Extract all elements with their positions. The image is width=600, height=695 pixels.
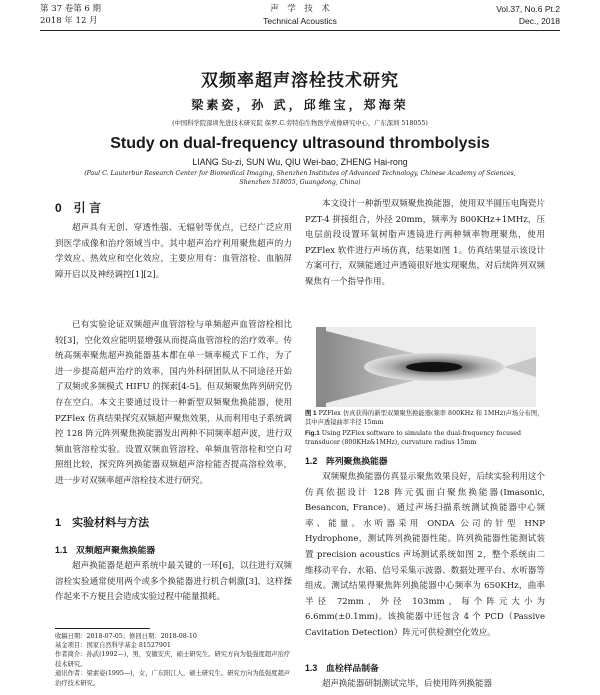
footnote-received: 收稿日期：2018-07-05；修回日期：2018-08-10 — [55, 633, 197, 640]
english-title: Study on dual-frequency ultrasound thrombolysis — [110, 135, 490, 152]
paper-title: 双频率超声溶栓技术研究 — [201, 71, 399, 91]
section-1-3-paragraph: 超声换能器研制测试完毕，后使用阵列换能器 — [322, 679, 493, 689]
figure-1-caption-cn-text: PZFlex 仿真获得的新型双频聚焦换能器(频率 800KHz 和 1MHz)声场分布图，其中声透镜曲率半径 15mm — [305, 410, 544, 426]
figure-1-label-cn: 图 1 — [305, 410, 317, 417]
journal-name: 声 学 技 术 — [270, 4, 330, 14]
journal-date-en: Dec., 2018 — [518, 16, 560, 26]
figure-1-caption-en-text: Using PZFlex software to simulate the dual-frequency focused transducer (800KHz&1MHz), curvature radius 15mm — [305, 430, 522, 446]
journal-date: 2018 年 12 月 — [40, 16, 98, 26]
journal-volume-en: Vol.37, No.6 Pt.2 — [496, 4, 560, 14]
footnote-rule — [55, 628, 150, 629]
figure-1-simulation-image — [316, 327, 536, 407]
english-authors: LIANG Su-zi, SUN Wu, QIU Wei-bao, ZHENG Hai-rong — [192, 157, 408, 167]
section-0-heading: 0 引 言 — [55, 201, 102, 215]
footnote-corresponding: 通讯作者：梁素姿(1995—)，女，广东阳江人，硕士研究生。研究方向为低强度超声治疗技术研究。 — [55, 670, 291, 687]
footnote-author-bio: 作者简介：孙武(1992—)，男，安徽安庆，硕士研究生。研究方向为低强度超声治疗技术研究。 — [55, 651, 291, 668]
intro-paragraph-1: 超声具有无创、穿透性强、无辐射等优点，已经广泛应用到医学成像和治疗领域当中。其中超声治疗利用聚焦超声的力学效应、热效应和空化效应，主要应用有：血管溶栓、血脑屏障开启以及神经调控[1][2]。 — [55, 223, 292, 280]
english-affiliation: (Paul C. Lauterbur Research Center for Biomedical Imaging, Shenzhen Institutes of Advanced Technology, Chinese Academy of Sciences, Shenzhen 518055, Guangdong, China) — [84, 170, 516, 186]
section-1-2-heading: 1.2 阵列聚焦换能器 — [305, 456, 388, 466]
section-1-3-heading: 1.3 血栓样品制备 — [305, 663, 379, 673]
figure-1-caption-cn — [305, 410, 545, 427]
header-rule — [40, 30, 560, 31]
journal-volume: 第 37 卷第 6 期 — [40, 4, 102, 14]
footnote-funding: 基金项目：国家自然科学基金 81527901 — [55, 642, 171, 649]
figure-1-caption-en — [305, 430, 545, 447]
section-1-1-paragraph: 超声换能器是超声系统中最关键的一环[6]，以往进行双频溶栓实验通常使用两个或多个换能器进行机合刺激[3]，这样操作起来不方便且会造成实验过程中能量损耗。 — [55, 561, 292, 603]
journal-name-en: Technical Acoustics — [263, 16, 337, 26]
figure-1-label-en: Fig.1 — [305, 430, 320, 437]
paper-authors: 梁素姿，孙 武，邱维宝，郑海荣 — [191, 98, 409, 112]
section-1-1-heading: 1.1 双频超声聚焦换能器 — [55, 545, 156, 555]
paper-affiliation: (中国科学院深圳先进技术研究院 保罗.C.劳特伯生物医学成像研究中心，广东深圳 518055) — [172, 120, 428, 127]
intro-paragraph-2: 已有实验论证双频超声血管溶栓与单频超声血管溶栓相比较[3]，空化效应能明显增强从而提高血管溶栓的治疗效率。传统高频率聚焦超声换能器基本都在单一频率模式下工作，为了进一步提高超声治疗的效率，国内外科研团队从不同途径开始了双频或多频模式 HIFU 的探索[4-5]。但双频聚焦阵列研究仍存在空白。本文主要通过设计一种新型双频聚焦换能器，使用 PZFlex 仿真结果探究双频超声聚焦效果，从而利用电子系统调控 128 阵元阵列聚焦换能器发出两种不同频率超声波，进行双频血管溶栓实验。设置双频血管溶栓、单频血管溶栓和空白对照组比较，探究阵列换能器双频超声溶栓能否提高溶栓效率，进一步对双频率超声溶栓技术进行研究。 — [55, 320, 292, 486]
right-paragraph-1: 本文设计一种新型双频聚焦换能器，使用双半圆压电陶瓷片 PZT-4 拼接组合，外径 20mm，频率为 800KHz+1MHz，压电层前段设置环氧树脂声透镜进行两种频率物理聚焦，使用 PZFlex 软件进行声场仿真，结果如图 1。仿真结果显示该设计方案可行，双频能通过声透镜很好地实现聚焦，对后续阵列双频聚焦有一个指导作用。 — [305, 199, 545, 287]
section-1-2-paragraph: 双频聚焦换能器仿真显示聚焦效果良好，后续实验利用这个仿真依据设计 128 阵元弧面白聚焦换能器(Imasonic, Besancon, France)。通过声场扫描系统测试换能器中心频率、能量。水听器采用 ONDA 公司的针型 HNP Hydrophone，测试阵列换能器性能。阵列换能器性能测试装置 precision acoustics 声场测试系统如图 2，整个系统由二维移动平台、水箱、信号采集示波器、数据处理平台、水听器等组成。测试结果得聚焦阵列换能器中心频率为 650KHz，曲率半径 72mm，外径 103mm，每个阵元大小为 6.6mm(±0.1mm)。该换能器中还包含 4 个 PCD（Passive Cavitation Detection）阵元可供检测空化效应。 — [305, 472, 545, 638]
section-1-heading: 1 实验材料与方法 — [55, 517, 150, 529]
